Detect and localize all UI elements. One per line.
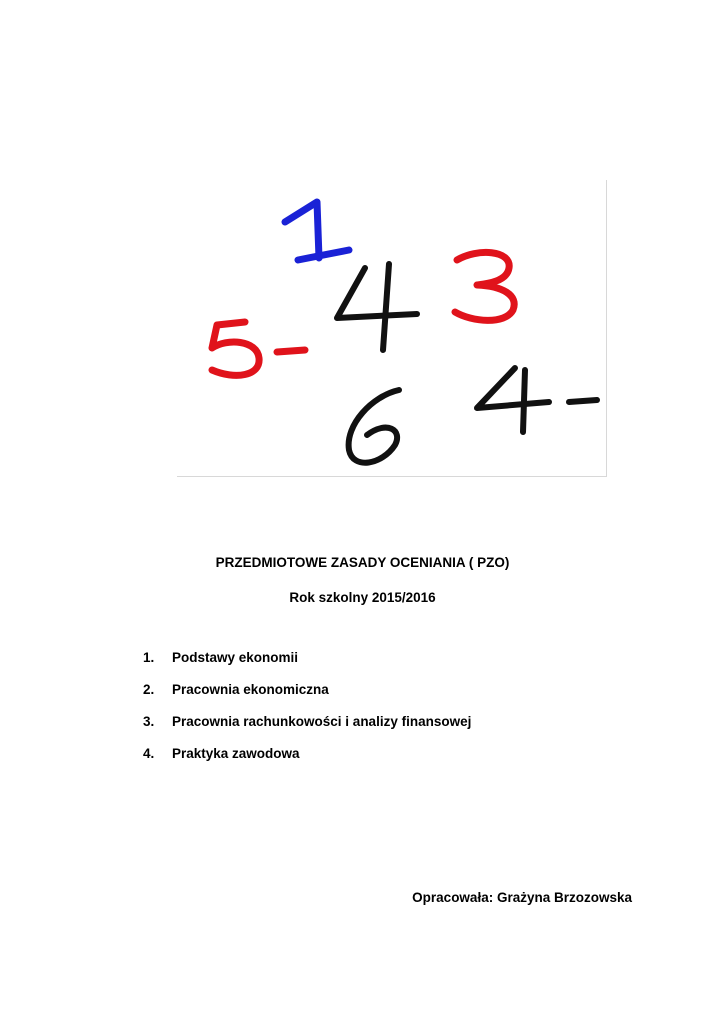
subjects-list xyxy=(143,650,471,778)
digit-3-red xyxy=(455,252,514,320)
list-item-label: Podstawy ekonomii xyxy=(172,650,299,665)
cover-grades-image xyxy=(177,180,607,477)
digit-6-black xyxy=(349,390,399,463)
list-item xyxy=(143,650,471,682)
list-item xyxy=(143,682,471,714)
list-item-label: Pracownia ekonomiczna xyxy=(172,682,329,697)
document-title: PRZEDMIOTOWE ZASADY OCENIANIA ( PZO) xyxy=(215,555,510,570)
list-item xyxy=(143,714,471,746)
digit-4-minus-black xyxy=(477,368,597,432)
author-credit: Opracowała: Grażyna Brzozowska xyxy=(412,890,632,905)
list-item-number: 1. xyxy=(143,650,155,665)
list-item-label: Praktyka zawodowa xyxy=(172,746,300,761)
list-item-number: 4. xyxy=(143,746,155,761)
digit-4-black xyxy=(337,264,417,350)
digit-5-minus-red xyxy=(212,322,305,375)
school-year: Rok szkolny 2015/2016 xyxy=(289,590,436,605)
list-item-label: Pracownia rachunkowości i analizy finansowej xyxy=(172,714,472,729)
list-item xyxy=(143,746,471,778)
list-item-number: 2. xyxy=(143,682,155,697)
digit-1-blue xyxy=(285,202,349,260)
list-item-number: 3. xyxy=(143,714,155,729)
